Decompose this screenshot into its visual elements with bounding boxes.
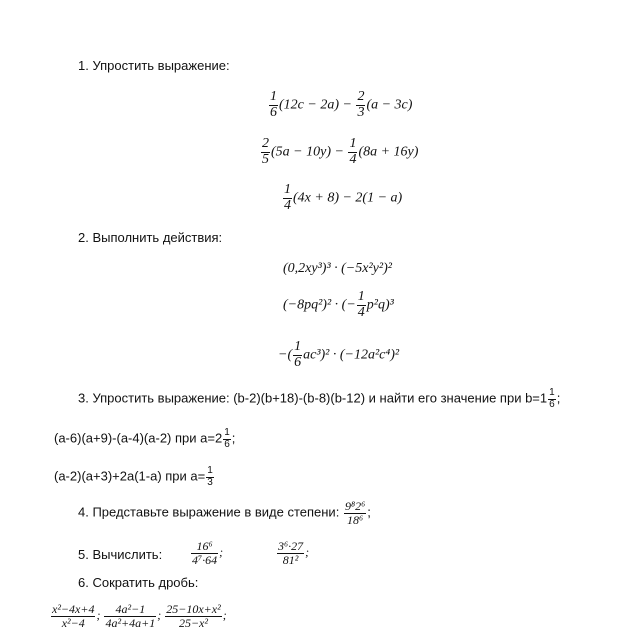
fraction: $\frac{\text{9⁸2⁶}}{\text{18⁶}}$: [344, 499, 366, 527]
task1-title: 1. Упростить выражение:: [78, 58, 230, 73]
fraction: $\frac{\text{4a²−1}}{\text{4a²+4a+1}}$: [105, 602, 156, 630]
task2-title: 2. Выполнить действия:: [78, 230, 223, 245]
task1-expression-1: $\frac{1}{6}$ (12c − 2a) − $\frac{2}{3}$ (a − 3c): [270, 89, 413, 120]
fraction: $\frac{1}{4}$: [349, 136, 357, 167]
task2-expression-1: (0,2xy³)³ · (−5x²y²)²: [283, 261, 392, 276]
task5-fraction-1: $\frac{\text{16⁶}}{\text{4⁷·64}}$ ;: [192, 539, 224, 567]
fraction: $\frac{2}{3}$: [357, 89, 365, 120]
fraction: $\frac{1}{6}$: [224, 427, 230, 450]
task3-line-3: (a-2)(a+3)+2a(1-a) при a= $\frac{1}{3}$: [54, 465, 213, 488]
task2-expression-3: −( $\frac{1}{6}$ ac³)² · (−12a²c⁴)²: [278, 339, 400, 370]
task6-title: 6. Сократить дробь:: [78, 575, 199, 590]
fraction: $\frac{1}{6}$: [270, 89, 277, 120]
task3-main: 3. Упростить выражение: (b-2)(b+18)-(b-8)(b-12) и найти его значение при b=1 $\frac{1}{6}$ ;: [78, 387, 561, 410]
fraction: $\frac{\text{x²−4x+4}}{\text{x²−4}}$: [52, 602, 95, 630]
task2-expression-2: (−8pq²)² · (− $\frac{1}{4}$ p²q)³: [283, 289, 394, 320]
task1-expression-2: $\frac{2}{5}$ (5a − 10y) − $\frac{1}{4}$ (8a + 16y): [262, 136, 419, 167]
fraction: $\frac{1}{6}$: [549, 387, 555, 410]
fraction: $\frac{1}{3}$: [207, 465, 213, 488]
fraction: $\frac{1}{6}$: [294, 339, 302, 370]
task5-fraction-2: $\frac{\text{3⁶·27}}{\text{81²}}$ ;: [278, 539, 310, 567]
fraction: $\frac{1}{4}$: [357, 289, 365, 320]
fraction: $\frac{1}{4}$: [284, 182, 291, 213]
fraction: $\frac{\text{3⁶·27}}{\text{81²}}$: [278, 539, 304, 567]
task5-title: 5. Вычислить:: [78, 547, 163, 562]
task4-line: 4. Представьте выражение в виде степени: $\frac{\text{9⁸2⁶}}{\text{18⁶}}$ ;: [78, 499, 371, 527]
task6-fractions: $\frac{\text{x²−4x+4}}{\text{x²−4}}$ ; $\frac{\text{4a²−1}}{\text{4a²+4a+1}}$ ; $\frac{\text{25−10x+x²}}{\text{25−x²}}$ ;: [52, 602, 227, 630]
task3-line-2: (a-6)(a+9)-(a-4)(a-2) при a=2 $\frac{1}{6}$ ;: [54, 427, 236, 450]
task1-expression-3: $\frac{1}{4}$ (4x + 8) − 2(1 − a): [284, 182, 403, 213]
fraction: $\frac{2}{5}$: [262, 136, 269, 167]
fraction: $\frac{\text{25−10x+x²}}{\text{25−x²}}$: [166, 602, 221, 630]
fraction: $\frac{\text{16⁶}}{\text{4⁷·64}}$: [192, 539, 218, 567]
